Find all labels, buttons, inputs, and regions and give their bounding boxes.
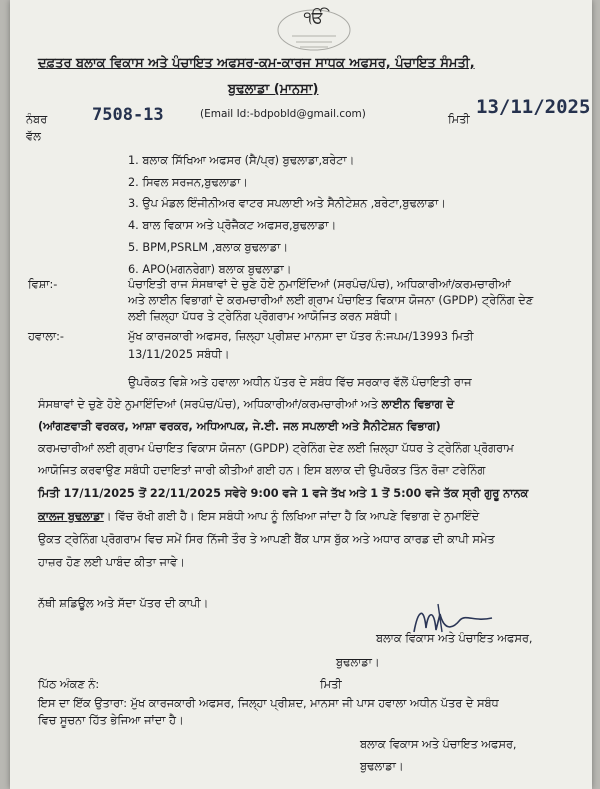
signatory-title-copy: ਬਲਾਕ ਵਿਕਾਸ ਅਤੇ ਪੰਚਾਇਤ ਅਫਸਰ,: [360, 738, 517, 751]
emblem-symbol: ੴ: [303, 8, 325, 28]
training-venue: ਕਾਲਜ ਬੁਢਲਾਡਾ: [38, 510, 104, 523]
line-department-text: ਲਾਈਨ ਵਿਭਾਗ ਦੇ: [381, 398, 454, 411]
office-header-line1: ਦਫ਼ਤਰ ਬਲਾਕ ਵਿਕਾਸ ਅਤੇ ਪੰਚਾਇਤ ਅਫਸਰ-ਕਮ-ਕਾਰਜ ਸਾਧਕ ਅਫਸਰ, ਪੰਚਾਇਤ ਸੰਮਤੀ,: [38, 56, 475, 71]
recipient-item: 5. BPM,PSRLM ,ਬਲਾਕ ਬੁਢਲਾਡਾ।: [128, 241, 289, 254]
ref-number: 7508-13: [92, 105, 164, 125]
body-line: ਕਰਮਚਾਰੀਆਂ ਲਈ ਗ੍ਰਾਮ ਪੰਚਾਇਤ ਵਿਕਾਸ ਯੋਜਨਾ (GPDP) ਟ੍ਰੇਨਿੰਗ ਦੇਣ ਲਈ ਜ਼ਿਲ੍ਹਾ ਪੱਧਰ ਤੇ ਟ੍ਰੇਨਿੰਗ ਪ੍ਰੋਗਰਾਮ: [38, 442, 514, 455]
reference-line: ਮੁੱਖ ਕਾਰਜਕਾਰੀ ਅਫਸਰ, ਜ਼ਿਲ੍ਹਾ ਪ੍ਰੀਸ਼ਦ ਮਾਨਸਾ ਦਾ ਪੱਤਰ ਨੰ:ਜਪਮ/13993 ਮਿਤੀ: [128, 330, 474, 343]
body-text: । ਵਿੱਚ ਰੱਖੀ ਗਈ ਹੈ। ਇਸ ਸਬੰਧੀ ਆਪ ਨੂੰ ਲਿਖਿਆ ਜਾਂਦਾ ਹੈ ਕਿ ਆਪਣੇ ਵਿਭਾਗ ਦੇ ਨੁਮਾਇੰਦੇ: [103, 510, 480, 523]
office-email: (Email Id:-bdpobld@gmail.com): [200, 108, 366, 120]
body-line: ਹਾਜ਼ਰ ਹੋਣ ਲਈ ਪਾਬੰਦ ਕੀਤਾ ਜਾਵੇ।: [38, 556, 185, 569]
endorsement-line: ਵਿਚ ਸੂਚਨਾ ਹਿੱਤ ਭੇਜਿਆ ਜਾਂਦਾ ਹੈ।: [38, 714, 184, 727]
subject-line: ਅਤੇ ਲਾਈਨ ਵਿਭਾਗਾਂ ਦੇ ਕਰਮਚਾਰੀਆਂ ਲਈ ਗ੍ਰਾਮ ਪੰਚਾਇਤ ਵਿਕਾਸ ਯੋਜਨਾ (GPDP) ਟ੍ਰੇਨਿੰਗ ਦੇਣ: [128, 294, 534, 307]
body-line: ਉਕਤ ਟ੍ਰੇਨਿੰਗ ਪ੍ਰੋਗਰਾਮ ਵਿਚ ਸਮੇਂ ਸਿਰ ਨਿੱਜੀ ਤੌਰ ਤੇ ਆਪਣੀ ਬੈਂਕ ਪਾਸ ਬੁੱਕ ਅਤੇ ਅਧਾਰ ਕਾਰਡ ਦੀ ਕਾਪੀ ਸਮੇਤ: [38, 533, 495, 546]
date-label: ਮਿਤੀ: [448, 113, 470, 126]
emblem-seal: [272, 6, 356, 52]
subject-line: ਪੰਚਾਇਤੀ ਰਾਜ ਸੰਸਥਾਵਾਂ ਦੇ ਚੁਣੇ ਹੋਏ ਨੁਮਾਇੰਦਿਆਂ (ਸਰਪੰਚ/ਪੰਚ), ਅਧਿਕਾਰੀਆਂ/ਕਰਮਚਾਰੀਆਂ: [128, 278, 511, 291]
endorsement-line: ਇਸ ਦਾ ਇੱਕ ਉਤਾਰਾ: ਮੁੱਖ ਕਾਰਜਕਾਰੀ ਅਫਸਰ, ਜਿਲ੍ਹਾ ਪ੍ਰੀਸ਼ਦ, ਮਾਨਸਾ ਜੀ ਪਾਸ ਹਵਾਲਾ ਅਧੀਨ ਪੱਤਰ ਦੇ ਸਬੰਧ: [38, 697, 499, 710]
reference-label: ਹਵਾਲਾ:-: [28, 330, 64, 343]
subject-line: ਲਈ ਜ਼ਿਲ੍ਹਾ ਪੱਧਰ ਤੇ ਟ੍ਰੇਨਿੰਗ ਪ੍ਰੋਗਰਾਮ ਆਯੋਜਿਤ ਕਰਨ ਸਬੰਧੀ।: [128, 310, 399, 323]
signatory-place-copy: ਬੁਢਲਾਡਾ।: [360, 760, 404, 773]
enclosure-note: ਨੱਥੀ ਸ਼ਡਿਊਲ ਅਤੇ ਸੱਦਾ ਪੱਤਰ ਦੀ ਕਾਪੀ।: [38, 597, 209, 610]
recipient-item: 4. ਬਾਲ ਵਿਕਾਸ ਅਤੇ ਪ੍ਰੋਜੈਕਟ ਅਫਸਰ,ਬੁਢਲਾਡਾ।: [128, 219, 337, 232]
office-header-line2: ਬੁਢਲਾਡਾ (ਮਾਨਸਾ): [228, 82, 319, 97]
letter-date: 13/11/2025: [476, 96, 591, 118]
endorsement-no-label: ਪਿੱਠ ਅੰਕਣ ਨੰ:: [38, 678, 100, 691]
recipient-item: 6. APO(ਮਗਨਰੇਗਾ) ਬਲਾਕ ਬੁਢਲਾਡਾ।: [128, 263, 292, 276]
ref-number-label: ਨੰਬਰ: [26, 113, 48, 126]
reference-line: 13/11/2025 ਸਬੰਧੀ।: [128, 348, 230, 361]
body-line: [38, 398, 454, 412]
letter-page: [10, 0, 592, 789]
signatory-title: ਬਲਾਕ ਵਿਕਾਸ ਅਤੇ ਪੰਚਾਇਤ ਅਫਸਰ,: [376, 632, 533, 645]
to-label: ਵੱਲ: [26, 130, 41, 143]
body-line: [38, 510, 479, 524]
signatory-place: ਬੁਢਲਾਡਾ।: [336, 656, 380, 669]
recipient-item: 2. ਸਿਵਲ ਸਰਜਨ,ਬੁਢਲਾਡਾ।: [128, 176, 248, 189]
body-text: ਸੰਸਥਾਵਾਂ ਦੇ ਚੁਣੇ ਹੋਏ ਨੁਮਾਇੰਦਿਆਂ (ਸਰਪੰਚ/ਪੰਚ), ਅਧਿਕਾਰੀਆਂ/ਕਰਮਚਾਰੀਆਂ ਅਤੇ: [38, 398, 382, 411]
training-date-time: ਮਿਤੀ 17/11/2025 ਤੋਂ 22/11/2025 ਸਵੇਰੇ 9:00 ਵਜੇ 1 ਵਜੇ ਤੱਖ ਅਤੇ 1 ਤੋਂ 5:00 ਵਜੇ ਤੱਕ ਸ੍ਰੀ ਗੁਰੂ ਨਾਨਕ: [38, 487, 529, 500]
body-line: ਉਪਰੋਕਤ ਵਿਸ਼ੇ ਅਤੇ ਹਵਾਲਾ ਅਧੀਨ ਪੱਤਰ ਦੇ ਸਬੰਧ ਵਿੱਚ ਸਰਕਾਰ ਵੱਲੋਂ ਪੰਚਾਇਤੀ ਰਾਜ: [128, 376, 472, 389]
subject-label: ਵਿਸ਼ਾ:-: [28, 278, 58, 291]
endorsement-date-label: ਮਿਤੀ: [320, 678, 342, 691]
recipient-item: 1. ਬਲਾਕ ਸਿੱਖਿਆ ਅਫਸਰ (ਸੈ/ਪ੍ਰ) ਬੁਢਲਾਡਾ,ਬਰੇਟਾ।: [128, 154, 355, 167]
body-line: ਆਯੋਜਿਤ ਕਰਵਾਉਣ ਸਬੰਧੀ ਹਦਾਇਤਾਂ ਜਾਰੀ ਕੀਤੀਆਂ ਗਈ ਹਨ। ਇਸ ਬਲਾਕ ਦੀ ਉਪਰੋਕਤ ਤਿੰਨ ਰੋਜ਼ਾ ਟਰੇਨਿੰਗ: [38, 464, 486, 477]
body-line-departments: (ਆਂਗਣਵਾੜੀ ਵਰਕਰ, ਆਸ਼ਾ ਵਰਕਰ, ਅਧਿਆਪਕ, ਜੇ.ਈ. ਜਲ ਸਪਲਾਈ ਅਤੇ ਸੈਨੀਟੇਸ਼ਨ ਵਿਭਾਗ): [38, 420, 441, 433]
recipient-item: 3. ਉਪ ਮੰਡਲ ਇੰਜੀਨੀਅਰ ਵਾਟਰ ਸਪਲਾਈ ਅਤੇ ਸੈਨੀਟੇਸ਼ਨ ,ਬਰੇਟਾ,ਬੁਢਲਾਡਾ।: [128, 197, 446, 210]
